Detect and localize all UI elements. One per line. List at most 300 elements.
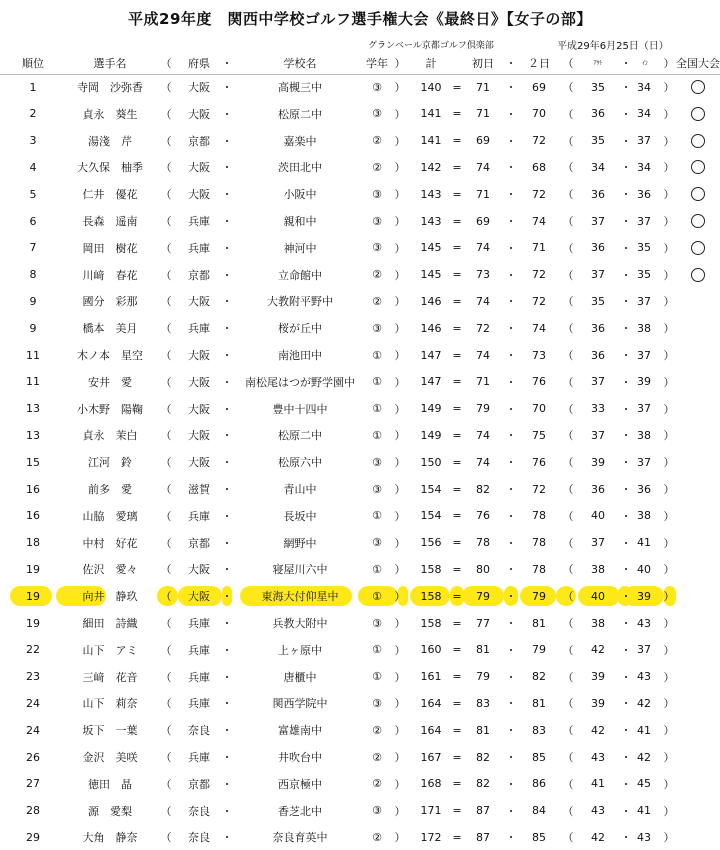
separator-dot: ・ xyxy=(620,536,632,550)
grade: ③ xyxy=(372,804,382,818)
total-score: 154 xyxy=(420,482,442,496)
header-day1: 初日 xyxy=(472,57,494,70)
day2-score: 72 xyxy=(532,294,546,308)
paren-open: （ xyxy=(160,322,172,336)
equals-sign: = xyxy=(452,643,462,657)
table-row xyxy=(0,369,720,395)
paren-open: （ xyxy=(562,751,574,764)
total-score: 149 xyxy=(420,402,442,416)
player-name: 細田 詩織 xyxy=(82,617,138,630)
rank-cell: 24 xyxy=(26,723,40,737)
table-row xyxy=(0,128,720,154)
separator-dot: ・ xyxy=(620,724,632,738)
day2-score: 81 xyxy=(532,696,546,710)
paren-open: （ xyxy=(562,697,574,711)
player-name: 佐沢 愛々 xyxy=(82,563,138,577)
equals-sign: = xyxy=(452,536,462,550)
prefecture: 兵庫 xyxy=(188,215,210,228)
school-name: 豊中十四中 xyxy=(272,402,328,416)
paren-open: （ xyxy=(160,268,172,282)
in-score: 37 xyxy=(637,294,651,308)
out-score: 37 xyxy=(591,428,605,442)
paren-open: （ xyxy=(562,536,574,550)
school-name: 井吹台中 xyxy=(278,751,322,764)
paren-close: ） xyxy=(394,107,406,121)
national-qualifier-mark xyxy=(676,128,720,154)
day2-score: 72 xyxy=(532,268,546,282)
out-score: 36 xyxy=(591,107,605,121)
paren-open: （ xyxy=(160,375,172,389)
separator-dot: ・ xyxy=(505,81,517,94)
paren-open: （ xyxy=(160,536,172,550)
paren-close: ） xyxy=(394,215,406,228)
paren-open: （ xyxy=(562,188,574,202)
out-score: 42 xyxy=(591,723,605,737)
separator-dot: ・ xyxy=(505,670,517,684)
paren-close: ） xyxy=(394,241,406,255)
separator-dot: ・ xyxy=(221,188,233,202)
out-score: 33 xyxy=(591,402,605,416)
separator-dot: ・ xyxy=(620,81,632,94)
grade: ③ xyxy=(372,107,382,121)
prefecture: 兵庫 xyxy=(188,670,210,684)
total-score: 150 xyxy=(420,455,442,469)
paren-close: ） xyxy=(394,643,406,657)
paren-close: ） xyxy=(663,617,675,630)
out-score: 39 xyxy=(591,696,605,710)
school-name: 松原二中 xyxy=(278,429,322,443)
player-name: 徳田 晶 xyxy=(88,777,132,791)
player-name: 山下 アミ xyxy=(82,643,138,657)
in-score: 43 xyxy=(637,670,651,684)
separator-dot: ・ xyxy=(620,697,632,711)
paren-close: ） xyxy=(394,134,406,148)
separator-dot: ・ xyxy=(620,643,632,657)
header-out: ｱｳﾄ xyxy=(593,59,603,67)
rank-cell: 6 xyxy=(29,214,37,228)
equals-sign: = xyxy=(452,750,462,764)
paren-close: ） xyxy=(663,831,675,845)
separator-dot: ・ xyxy=(620,456,632,470)
paren-close: ） xyxy=(663,590,675,604)
out-score: 35 xyxy=(591,294,605,308)
header-paren-open: （ xyxy=(562,57,574,70)
paren-close: ） xyxy=(394,777,406,791)
paren-close: ） xyxy=(663,670,675,684)
separator-dot: ・ xyxy=(620,429,632,443)
separator-dot: ・ xyxy=(620,617,632,630)
paren-open: （ xyxy=(160,134,172,148)
paren-close: ） xyxy=(663,295,675,309)
day2-score: 75 xyxy=(532,428,546,442)
rank-cell: 29 xyxy=(26,830,40,844)
prefecture: 大阪 xyxy=(188,402,210,416)
table-row xyxy=(0,208,720,234)
in-score: 41 xyxy=(637,723,651,737)
separator-dot: ・ xyxy=(620,831,632,845)
paren-open: （ xyxy=(562,375,574,389)
player-name: 岡田 樹花 xyxy=(82,241,138,255)
paren-open: （ xyxy=(562,670,574,684)
national-qualifier-mark xyxy=(676,101,720,127)
paren-close: ） xyxy=(663,643,675,657)
grade: ① xyxy=(372,509,382,523)
separator-dot: ・ xyxy=(620,483,632,496)
player-name: 國分 彩那 xyxy=(82,295,138,309)
table-row xyxy=(0,315,720,341)
paren-close: ） xyxy=(663,349,675,362)
separator-dot: ・ xyxy=(221,429,233,443)
header-in: ｲﾝ xyxy=(641,59,648,67)
rank-cell: 7 xyxy=(29,241,37,255)
equals-sign: = xyxy=(452,402,462,416)
out-score: 37 xyxy=(591,268,605,282)
separator-dot: ・ xyxy=(221,509,233,523)
day2-score: 76 xyxy=(532,375,546,389)
paren-close: ） xyxy=(394,81,406,94)
header-paren-open: （ xyxy=(160,57,172,70)
total-score: 172 xyxy=(420,830,442,844)
day2-score: 85 xyxy=(532,750,546,764)
out-score: 36 xyxy=(591,187,605,201)
out-score: 36 xyxy=(591,321,605,335)
paren-open: （ xyxy=(160,724,172,738)
rank-cell: 16 xyxy=(26,509,40,523)
paren-open: （ xyxy=(562,483,574,496)
prefecture: 兵庫 xyxy=(188,241,210,255)
rank-cell: 11 xyxy=(26,375,40,389)
out-score: 43 xyxy=(591,804,605,818)
school-name: 親和中 xyxy=(283,215,317,228)
header-dot: ・ xyxy=(221,57,233,70)
equals-sign: = xyxy=(452,375,462,389)
paren-open: （ xyxy=(160,509,172,523)
grade: ① xyxy=(372,428,382,442)
circle-icon xyxy=(691,160,705,174)
day1-score: 73 xyxy=(476,268,490,282)
paren-open: （ xyxy=(562,563,574,577)
total-score: 158 xyxy=(420,589,442,603)
total-score: 149 xyxy=(420,428,442,442)
table-row xyxy=(0,664,720,690)
grade: ③ xyxy=(372,214,382,228)
player-name: 小木野 陽鞠 xyxy=(77,402,143,416)
equals-sign: = xyxy=(452,589,462,603)
separator-dot: ・ xyxy=(221,349,233,362)
separator-dot: ・ xyxy=(505,215,517,228)
player-name: 江河 鈴 xyxy=(88,456,132,470)
prefecture: 京都 xyxy=(188,268,210,282)
rank-cell: 15 xyxy=(26,455,40,469)
school-name: 関西学院中 xyxy=(272,697,328,711)
prefecture: 兵庫 xyxy=(188,509,210,523)
player-name: 寺岡 沙弥香 xyxy=(77,81,143,94)
table-row xyxy=(0,610,720,636)
day2-score: 86 xyxy=(532,777,546,791)
total-score: 143 xyxy=(420,214,442,228)
rank-cell: 28 xyxy=(26,804,40,818)
paren-close: ） xyxy=(394,724,406,738)
day2-score: 73 xyxy=(532,348,546,362)
separator-dot: ・ xyxy=(505,241,517,255)
paren-open: （ xyxy=(160,188,172,202)
school-name: 立命館中 xyxy=(278,268,322,282)
separator-dot: ・ xyxy=(221,617,233,630)
in-score: 37 xyxy=(637,402,651,416)
day1-score: 71 xyxy=(476,187,490,201)
separator-dot: ・ xyxy=(505,804,517,818)
prefecture: 奈良 xyxy=(188,804,210,818)
player-name: 仁井 優花 xyxy=(82,188,138,202)
prefecture: 奈良 xyxy=(188,724,210,738)
player-name: 坂下 一葉 xyxy=(82,724,138,738)
prefecture: 大阪 xyxy=(188,188,210,202)
prefecture: 大阪 xyxy=(188,429,210,443)
paren-close: ） xyxy=(663,777,675,791)
paren-open: （ xyxy=(160,751,172,764)
in-score: 45 xyxy=(637,777,651,791)
out-score: 35 xyxy=(591,134,605,148)
player-name: 川﨑 春花 xyxy=(82,268,138,282)
table-row xyxy=(0,422,720,448)
day2-score: 78 xyxy=(532,509,546,523)
prefecture: 大阪 xyxy=(188,590,210,604)
paren-close: ） xyxy=(394,429,406,443)
day2-score: 72 xyxy=(532,187,546,201)
separator-dot: ・ xyxy=(221,268,233,282)
day1-score: 79 xyxy=(476,402,490,416)
paren-open: （ xyxy=(562,804,574,818)
in-score: 34 xyxy=(637,80,651,94)
prefecture: 兵庫 xyxy=(188,751,210,764)
grade: ① xyxy=(372,375,382,389)
table-row xyxy=(0,583,720,609)
rank-cell: 18 xyxy=(26,536,40,550)
paren-open: （ xyxy=(160,697,172,711)
in-score: 40 xyxy=(637,562,651,576)
paren-open: （ xyxy=(160,456,172,470)
grade: ③ xyxy=(372,80,382,94)
table-row xyxy=(0,342,720,368)
paren-open: （ xyxy=(160,81,172,94)
paren-close: ） xyxy=(663,804,675,818)
paren-open: （ xyxy=(160,831,172,845)
table-header xyxy=(0,52,720,75)
paren-open: （ xyxy=(562,429,574,443)
separator-dot: ・ xyxy=(505,777,517,791)
circle-icon xyxy=(691,187,705,201)
paren-close: ） xyxy=(663,375,675,389)
prefecture: 大阪 xyxy=(188,295,210,309)
separator-dot: ・ xyxy=(505,429,517,443)
header-day2: ２日 xyxy=(528,57,550,70)
total-score: 164 xyxy=(420,696,442,710)
equals-sign: = xyxy=(452,723,462,737)
paren-close: ） xyxy=(394,456,406,470)
day2-score: 85 xyxy=(532,830,546,844)
header-paren-close: ） xyxy=(663,57,675,70)
total-score: 147 xyxy=(420,348,442,362)
separator-dot: ・ xyxy=(221,483,233,496)
table-row xyxy=(0,744,720,770)
school-name: 高槻三中 xyxy=(278,81,322,94)
paren-close: ） xyxy=(394,697,406,711)
school-name: 富雄南中 xyxy=(278,724,322,738)
separator-dot: ・ xyxy=(221,215,233,228)
table-row xyxy=(0,181,720,207)
day2-score: 82 xyxy=(532,670,546,684)
table-row xyxy=(0,690,720,716)
table-row xyxy=(0,771,720,797)
paren-close: ） xyxy=(394,322,406,336)
school-name: 香芝北中 xyxy=(278,804,322,818)
school-name: 網野中 xyxy=(283,536,317,550)
paren-close: ） xyxy=(663,563,675,577)
separator-dot: ・ xyxy=(221,456,233,470)
separator-dot: ・ xyxy=(221,670,233,684)
paren-open: （ xyxy=(160,161,172,175)
paren-open: （ xyxy=(562,322,574,336)
total-score: 145 xyxy=(420,241,442,255)
grade: ③ xyxy=(372,187,382,201)
separator-dot: ・ xyxy=(221,563,233,577)
separator-dot: ・ xyxy=(620,402,632,416)
day1-score: 74 xyxy=(476,294,490,308)
separator-dot: ・ xyxy=(505,107,517,121)
player-name: 安井 愛 xyxy=(88,375,132,389)
paren-close: ） xyxy=(394,188,406,202)
out-score: 36 xyxy=(591,348,605,362)
out-score: 38 xyxy=(591,562,605,576)
separator-dot: ・ xyxy=(221,322,233,336)
separator-dot: ・ xyxy=(221,724,233,738)
rank-cell: 8 xyxy=(29,268,37,282)
equals-sign: = xyxy=(452,482,462,496)
paren-open: （ xyxy=(562,268,574,282)
separator-dot: ・ xyxy=(221,590,233,604)
paren-close: ） xyxy=(663,456,675,470)
rank-cell: 24 xyxy=(26,696,40,710)
separator-dot: ・ xyxy=(221,161,233,175)
venue-label: グランベール京都ゴルフ倶楽部 xyxy=(368,41,494,51)
rank-cell: 27 xyxy=(26,777,40,791)
prefecture: 大阪 xyxy=(188,349,210,362)
school-name: 兵教大附中 xyxy=(272,617,328,630)
day2-score: 70 xyxy=(532,402,546,416)
separator-dot: ・ xyxy=(620,188,632,202)
out-score: 37 xyxy=(591,375,605,389)
school-name: 上ヶ原中 xyxy=(278,643,322,657)
player-name: 大久保 柚季 xyxy=(77,161,143,175)
day2-score: 74 xyxy=(532,321,546,335)
school-name: 大教附平野中 xyxy=(267,295,333,309)
separator-dot: ・ xyxy=(620,268,632,282)
equals-sign: = xyxy=(452,509,462,523)
rank-cell: 19 xyxy=(26,562,40,576)
day1-score: 79 xyxy=(476,670,490,684)
total-score: 171 xyxy=(420,804,442,818)
day2-score: 69 xyxy=(532,80,546,94)
paren-close: ） xyxy=(663,751,675,764)
separator-dot: ・ xyxy=(505,402,517,416)
paren-close: ） xyxy=(663,322,675,336)
equals-sign: = xyxy=(452,321,462,335)
player-name: 向井 静玖 xyxy=(82,590,138,604)
circle-icon xyxy=(691,80,705,94)
paren-open: （ xyxy=(562,590,574,604)
paren-open: （ xyxy=(562,107,574,121)
day1-score: 71 xyxy=(476,375,490,389)
equals-sign: = xyxy=(452,616,462,630)
circle-icon xyxy=(691,241,705,255)
grade: ③ xyxy=(372,241,382,255)
equals-sign: = xyxy=(452,80,462,94)
paren-open: （ xyxy=(562,777,574,791)
table-row xyxy=(0,476,720,502)
equals-sign: = xyxy=(452,804,462,818)
paren-close: ） xyxy=(394,617,406,630)
day2-score: 68 xyxy=(532,160,546,174)
total-score: 142 xyxy=(420,160,442,174)
grade: ① xyxy=(372,402,382,416)
player-name: 源 愛梨 xyxy=(88,804,132,818)
separator-dot: ・ xyxy=(505,188,517,202)
equals-sign: = xyxy=(452,241,462,255)
school-name: 桜が丘中 xyxy=(278,322,322,336)
in-score: 37 xyxy=(637,643,651,657)
in-score: 39 xyxy=(637,375,651,389)
school-name: 唐櫃中 xyxy=(283,670,317,684)
prefecture: 大阪 xyxy=(188,563,210,577)
paren-close: ） xyxy=(394,536,406,550)
day1-score: 82 xyxy=(476,777,490,791)
rank-cell: 22 xyxy=(26,643,40,657)
equals-sign: = xyxy=(452,830,462,844)
paren-open: （ xyxy=(562,81,574,94)
separator-dot: ・ xyxy=(221,697,233,711)
paren-open: （ xyxy=(160,215,172,228)
paren-open: （ xyxy=(562,161,574,175)
out-score: 39 xyxy=(591,670,605,684)
header-pref: 府県 xyxy=(188,57,210,70)
paren-close: ） xyxy=(394,161,406,175)
day1-score: 77 xyxy=(476,616,490,630)
separator-dot: ・ xyxy=(221,643,233,657)
total-score: 143 xyxy=(420,187,442,201)
rank-cell: 16 xyxy=(26,482,40,496)
day2-score: 79 xyxy=(532,643,546,657)
equals-sign: = xyxy=(452,107,462,121)
grade: ② xyxy=(372,268,382,282)
table-row xyxy=(0,503,720,529)
day1-score: 76 xyxy=(476,509,490,523)
separator-dot: ・ xyxy=(505,322,517,336)
separator-dot: ・ xyxy=(505,161,517,175)
prefecture: 大阪 xyxy=(188,107,210,121)
national-qualifier-mark xyxy=(676,235,720,261)
in-score: 35 xyxy=(637,241,651,255)
separator-dot: ・ xyxy=(620,215,632,228)
separator-dot: ・ xyxy=(620,804,632,818)
paren-close: ） xyxy=(663,215,675,228)
in-score: 39 xyxy=(637,589,651,603)
total-score: 168 xyxy=(420,777,442,791)
grade: ② xyxy=(372,160,382,174)
paren-open: （ xyxy=(160,590,172,604)
header-school: 学校名 xyxy=(283,57,317,70)
grade: ① xyxy=(372,562,382,576)
prefecture: 大阪 xyxy=(188,375,210,389)
